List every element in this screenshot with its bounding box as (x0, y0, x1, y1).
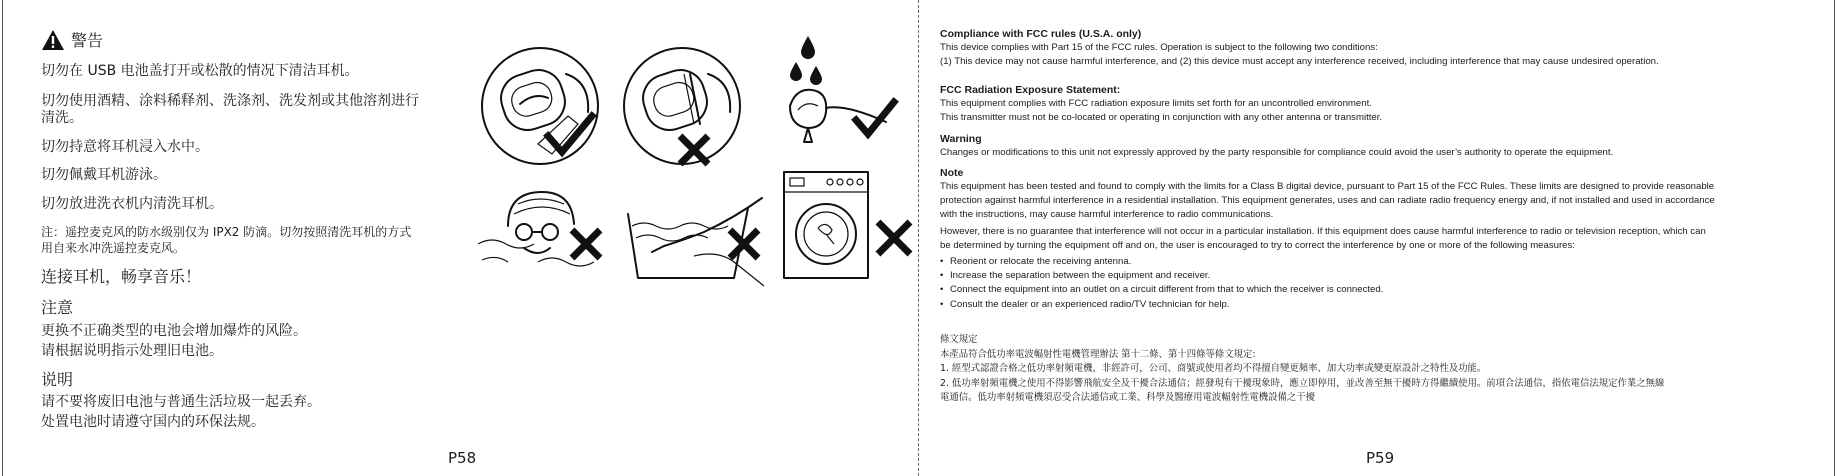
right-page-edge (1834, 0, 1835, 476)
illustration-washing-machine-no (782, 170, 932, 282)
fcc-radiation-title: FCC Radiation Exposure Statement: (940, 84, 1121, 96)
fcc-radiation-line-2: This transmitter must not be co-located or operating in conjunction with any other antenna or transmitter. (940, 112, 1383, 124)
illustration-earbud-wipe-no (620, 44, 746, 170)
page-number-right: P59 (1366, 449, 1395, 467)
note-title: Note (940, 167, 964, 179)
fcc-compliance-title: Compliance with FCC rules (U.S.A. only) (940, 28, 1142, 40)
warning-section-line-1: Changes or modifications to this unit not expressly approved by the party responsible for compliance could avoid the user’s authority to operate the equipment. (940, 147, 1614, 158)
illustration-earbud-wipe-ok (478, 44, 604, 170)
illustration-swimming-no (478, 186, 608, 286)
taiwan-regulation-title: 條文規定 (940, 334, 978, 345)
warning-title: 警告 (71, 31, 104, 50)
remote-note-line-1: 注：遥控麦克风的防水级别仅为 IPX2 防滴。切勿按照清洗耳机的方式 (41, 225, 412, 239)
cross-mark-icon (572, 230, 600, 258)
note-line-4: However, there is no guarantee that interference will not occur in a particular installation. If this equipment does cause harmful interference to radio or television reception, which can (940, 225, 1706, 237)
connect-heading: 连接耳机，畅享音乐！ (41, 267, 202, 286)
note-line-5: be determined by turning the equipment off and on, the user is encouraged to try to correct the interference by one or more of the following measures: (940, 239, 1575, 251)
warning-line-3: 切勿持意将耳机浸入水中。 (41, 139, 209, 155)
taiwan-regulation-section (940, 333, 1796, 406)
warning-section-title: Warning (940, 133, 982, 145)
cross-mark-icon (730, 230, 758, 258)
list-item: • Consult the dealer or an experienced radio/TV technician for help. (940, 298, 1796, 312)
warning-line-5: 切勿放进洗衣机内清洗耳机。 (41, 196, 223, 212)
fcc-radiation-line-1: This equipment complies with FCC radiation exposure limits set forth for an uncontrolled environment. (940, 98, 1372, 109)
list-item: • Increase the separation between the equipment and receiver. (940, 269, 1796, 283)
explain-line-1: 请不要将废旧电池与普通生活垃圾一起丢弃。 (41, 394, 321, 410)
cross-mark-icon (680, 136, 708, 164)
remote-note-line-2: 用自来水冲洗遥控麦克风。 (41, 241, 186, 255)
notice-line-1: 更换不正确类型的电池会增加爆炸的风险。 (41, 323, 307, 339)
cross-mark-icon (878, 222, 910, 254)
water-drop-icon (790, 36, 822, 85)
warning-line-1: 切勿在 USB 电池盖打开或松散的情况下清洁耳机。 (41, 63, 359, 79)
warning-line-2: 切勿使用酒精、涂料稀释剂、洗涤剂、洗发剂或其他溶剂进行 (41, 93, 419, 109)
taiwan-regulation-intro: 本產品符合低功率電波輻射性電機管理辦法 第十二條、第十四條等條文規定: (940, 348, 1256, 360)
explain-line-2: 处置电池时请遵守国内的环保法规。 (41, 414, 265, 430)
note-section (940, 167, 1796, 312)
warning-section (940, 133, 1796, 160)
fcc-compliance-line-2: (1) This device may not cause harmful interference, and (2) this device must accept any interference received, including interference that may cause undesired operation. (940, 56, 1659, 68)
note-line-3: with the instructions, may cause harmful interference to radio communications. (940, 209, 1274, 221)
warning-line-2b: 清洗。 (41, 110, 83, 126)
warning-triangle-icon (41, 29, 65, 51)
illustration-basin-wash-no (624, 196, 774, 286)
fcc-compliance-line-1: This device complies with Part 15 of the FCC rules. Operation is subject to the following two conditions: (940, 42, 1378, 53)
explain-heading: 说明 (41, 370, 74, 389)
taiwan-regulation-line-2: 2. 低功率射頻電機之使用不得影響飛航安全及干擾合法通信；經發現有干擾現象時，應立即停用，並改善至無干擾時方得繼續使用。前項合法通信，指依電信法規定作業之無線 (940, 377, 1665, 389)
taiwan-regulation-line-3: 電通信。低功率射頻電機須忍受合法通信或工業、科學及醫療用電波輻射性電機設備之干擾 (940, 392, 1316, 403)
notice-line-2: 请根据说明指示处理旧电池。 (41, 343, 223, 359)
warning-line-4: 切勿佩戴耳机游泳。 (41, 167, 167, 183)
taiwan-regulation-line-1: 1. 經型式認證合格之低功率射頻電機，非經許可，公司、商號或使用者均不得擅自變更頻率、加大功率或變更原設計之特性及功能。 (940, 363, 1487, 374)
left-page-edge (2, 0, 3, 476)
list-item: • Connect the equipment into an outlet on a circuit different from that to which the receiver is connected. (940, 283, 1796, 297)
list-item: • Reorient or relocate the receiving antenna. (940, 255, 1796, 269)
illustration-remote-drip-ok (778, 28, 898, 148)
warning-header (41, 28, 103, 51)
notice-heading: 注意 (41, 298, 74, 317)
measures-list (940, 255, 1796, 312)
note-line-2: protection against harmful interference in a residential installation. This equipment generates, uses and can radiate radio frequency energy and, if not installed and used in accordance (940, 195, 1715, 207)
note-line-1: This equipment has been tested and found to comply with the limits for a Class B digital device, pursuant to Part 15 of the FCC Rules. These limits are designed to provide reasonable (940, 181, 1715, 192)
fcc-compliance-section (940, 28, 1796, 69)
page-number-left: P58 (448, 449, 477, 467)
fcc-radiation-section (940, 84, 1796, 125)
